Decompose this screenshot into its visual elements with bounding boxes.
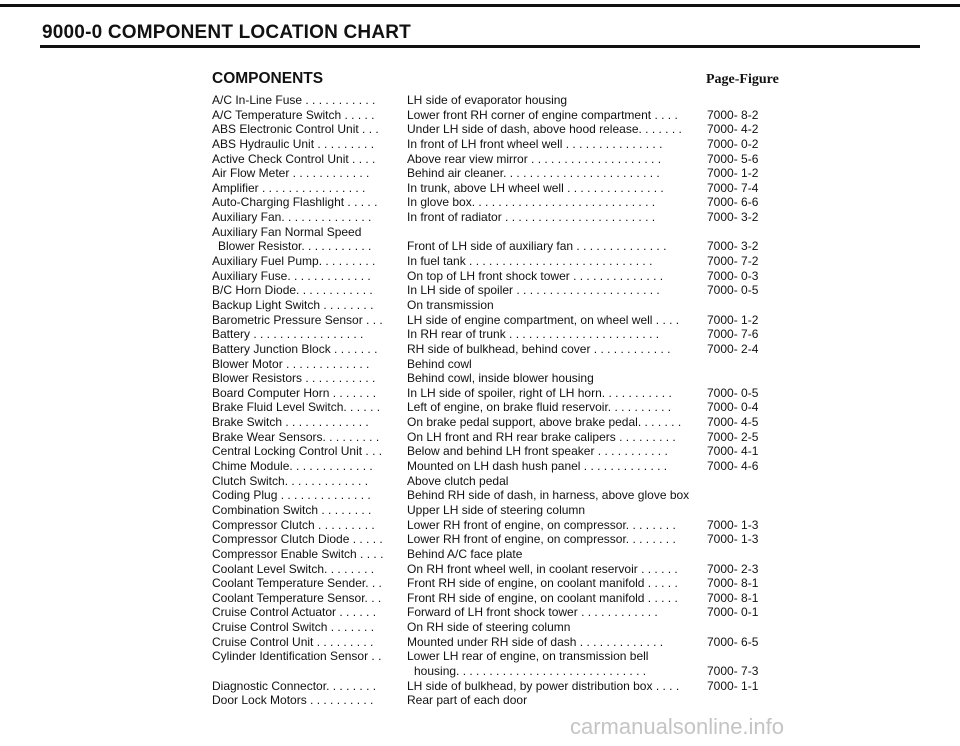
component-name: Auto-Charging Flashlight . . . . . xyxy=(212,195,378,210)
component-name: Brake Switch . . . . . . . . . . . . . xyxy=(212,415,369,430)
component-name: ABS Electronic Control Unit . . . xyxy=(212,122,379,137)
component-name: Barometric Pressure Sensor . . . xyxy=(212,312,383,327)
component-location: In LH side of spoiler, right of LH horn. . . . . . . . . . . xyxy=(407,385,672,400)
component-name: Door Lock Motors . . . . . . . . . . xyxy=(212,693,374,708)
page-title: 9000-0 COMPONENT LOCATION CHART xyxy=(42,22,411,43)
component-name: Cruise Control Unit . . . . . . . . . xyxy=(212,634,374,649)
page-figure-ref: 7000- 1-2 xyxy=(707,312,759,327)
table-row xyxy=(0,459,960,474)
page-figure-ref: 7000- 0-3 xyxy=(707,268,759,283)
table-row xyxy=(0,298,960,313)
page-figure-ref: 7000- 8-1 xyxy=(707,590,759,605)
table-row xyxy=(0,269,960,284)
component-name: Cruise Control Switch . . . . . . . xyxy=(212,620,375,635)
table-row xyxy=(0,342,960,357)
page-figure-ref: 7000- 8-1 xyxy=(707,576,759,591)
component-location: housing. . . . . . . . . . . . . . . . . . . . . . . . . . . . . xyxy=(414,663,647,678)
component-name: Blower Resistors . . . . . . . . . . . xyxy=(212,371,376,386)
component-name: Air Flow Meter . . . . . . . . . . . . xyxy=(212,166,370,181)
page-figure-ref: 7000- 0-1 xyxy=(707,605,759,620)
component-location: Above clutch pedal xyxy=(407,473,509,488)
component-name: Central Locking Control Unit . . . xyxy=(212,444,383,459)
component-name: Auxiliary Fuel Pump. . . . . . . . . xyxy=(212,254,376,269)
page-figure-ref: 7000- 2-5 xyxy=(707,429,759,444)
component-name: Compressor Enable Switch . . . . xyxy=(212,546,384,561)
component-location: LH side of bulkhead, by power distribution box . . . . xyxy=(407,678,680,693)
table-row xyxy=(0,488,960,503)
component-name: Active Check Control Unit . . . . xyxy=(212,151,376,166)
component-location: Upper LH side of steering column xyxy=(407,502,586,517)
page-figure-ref: 7000- 3-2 xyxy=(707,210,759,225)
component-name: Cylinder Identification Sensor . . xyxy=(212,649,382,664)
table-row xyxy=(0,591,960,606)
component-name: Brake Wear Sensors. . . . . . . . . xyxy=(212,429,380,444)
page-figure-ref: 7000- 1-2 xyxy=(707,166,759,181)
page-figure-ref: 7000- 5-6 xyxy=(707,151,759,166)
component-name: Auxiliary Fuse. . . . . . . . . . . . . xyxy=(212,268,371,283)
table-row xyxy=(0,547,960,562)
top-rule xyxy=(0,4,960,7)
table-row xyxy=(0,357,960,372)
component-name: Brake Fluid Level Switch. . . . . . xyxy=(212,400,381,415)
table-row xyxy=(0,400,960,415)
component-location: In front of radiator . . . . . . . . . . . . . . . . . . . . . . . xyxy=(407,210,656,225)
components-heading: COMPONENTS xyxy=(212,70,324,87)
title-rule xyxy=(40,45,920,48)
table-row xyxy=(0,444,960,459)
component-location: Behind cowl, inside blower housing xyxy=(407,371,594,386)
component-name: Chime Module. . . . . . . . . . . . . xyxy=(212,459,373,474)
component-name: Auxiliary Fan. . . . . . . . . . . . . . xyxy=(212,210,372,225)
page-figure-ref: 7000- 0-5 xyxy=(707,385,759,400)
component-name: Clutch Switch. . . . . . . . . . . . . xyxy=(212,473,369,488)
table-row xyxy=(0,181,960,196)
component-location: In RH rear of trunk . . . . . . . . . . . . . . . . . . . . . . . xyxy=(407,327,660,342)
component-name: Coolant Temperature Sender. . . xyxy=(212,576,382,591)
table-row xyxy=(0,108,960,123)
component-location: Lower RH front of engine, on compressor. . . . . . . . xyxy=(407,532,676,547)
table-row xyxy=(0,313,960,328)
component-location: Behind cowl xyxy=(407,356,472,371)
component-name: Battery . . . . . . . . . . . . . . . . . xyxy=(212,327,364,342)
component-location: LH side of evaporator housing xyxy=(407,93,568,107)
component-location: Rear part of each door xyxy=(407,693,528,708)
page-figure-ref: 7000- 7-6 xyxy=(707,327,759,342)
component-name: Combination Switch . . . . . . . . xyxy=(212,502,372,517)
table-row xyxy=(0,195,960,210)
table-row xyxy=(0,430,960,445)
page-figure-ref: 7000- 0-4 xyxy=(707,400,759,415)
component-name: Board Computer Horn . . . . . . . xyxy=(212,385,377,400)
page-figure-ref: 7000- 3-2 xyxy=(707,239,759,254)
component-name: A/C Temperature Switch . . . . . xyxy=(212,107,375,122)
page-figure-ref: 7000- 1-1 xyxy=(707,678,759,693)
component-location: In trunk, above LH wheel well . . . . . . . . . . . . . . . xyxy=(407,180,664,195)
table-row xyxy=(0,664,960,679)
table-row xyxy=(0,137,960,152)
page-figure-ref: 7000- 7-3 xyxy=(707,663,759,678)
table-row xyxy=(0,386,960,401)
component-location: Lower RH front of engine, on compressor. . . . . . . . xyxy=(407,517,676,532)
table-row xyxy=(0,474,960,489)
component-location: On RH front wheel well, in coolant reservoir . . . . . . xyxy=(407,561,678,576)
component-location: On RH side of steering column xyxy=(407,620,571,635)
component-location: Below and behind LH front speaker . . . . . . . . . . . xyxy=(407,444,668,459)
table-row xyxy=(0,210,960,225)
component-name: B/C Horn Diode. . . . . . . . . . . . xyxy=(212,283,373,298)
component-name: Battery Junction Block . . . . . . . xyxy=(212,341,378,356)
page-figure-ref: 7000- 6-6 xyxy=(707,195,759,210)
table-row xyxy=(0,518,960,533)
component-location: Behind A/C face plate xyxy=(407,546,523,561)
table-row xyxy=(0,679,960,694)
component-location: On brake pedal support, above brake pedal. . . . . . . xyxy=(407,415,682,430)
component-name: Blower Motor . . . . . . . . . . . . . xyxy=(212,356,370,371)
component-location: Behind RH side of dash, in harness, above glove box xyxy=(407,488,690,503)
page-figure-ref: 7000- 1-3 xyxy=(707,532,759,547)
component-name: Compressor Clutch Diode . . . . . xyxy=(212,532,383,547)
table-row xyxy=(0,254,960,269)
watermark: carmanualsonline.info xyxy=(570,714,785,739)
component-name: A/C In-Line Fuse . . . . . . . . . . . xyxy=(212,93,376,107)
table-row xyxy=(0,503,960,518)
table-row xyxy=(0,122,960,137)
table-row xyxy=(0,415,960,430)
table-row xyxy=(0,605,960,620)
table-row xyxy=(0,635,960,650)
component-location: On top of LH front shock tower . . . . . . . . . . . . . . xyxy=(407,268,664,283)
component-name: Backup Light Switch . . . . . . . . xyxy=(212,297,374,312)
page-figure-ref: 7000- 0-2 xyxy=(707,136,759,151)
component-location: Under LH side of dash, above hood release. . . . . . . xyxy=(407,122,682,137)
table-row xyxy=(0,649,960,664)
table-row xyxy=(0,152,960,167)
component-location: Front RH side of engine, on coolant manifold . . . . . xyxy=(407,590,678,605)
table-row xyxy=(0,93,960,108)
page-figure-ref: 7000- 4-2 xyxy=(707,122,759,137)
table-row xyxy=(0,225,960,240)
component-location: Above rear view mirror . . . . . . . . . . . . . . . . . . . . xyxy=(407,151,662,166)
component-location: RH side of bulkhead, behind cover . . . . . . . . . . . . xyxy=(407,341,671,356)
component-location: In LH side of spoiler . . . . . . . . . . . . . . . . . . . . . . xyxy=(407,283,660,298)
page-figure-ref: 7000- 6-5 xyxy=(707,634,759,649)
page-figure-ref: 7000- 8-2 xyxy=(707,107,759,122)
page-figure-ref: 7000- 2-4 xyxy=(707,341,759,356)
table-row xyxy=(0,576,960,591)
table-row xyxy=(0,532,960,547)
component-location: On transmission xyxy=(407,297,494,312)
component-name: Coolant Level Switch. . . . . . . . xyxy=(212,561,375,576)
table-row xyxy=(0,371,960,386)
component-location: In fuel tank . . . . . . . . . . . . . . . . . . . . . . . . . . . . xyxy=(407,254,653,269)
page-figure-ref: 7000- 7-2 xyxy=(707,254,759,269)
component-location: In glove box. . . . . . . . . . . . . . . . . . . . . . . . . . . . xyxy=(407,195,656,210)
page-figure-ref: 7000- 1-3 xyxy=(707,517,759,532)
page-figure-heading: Page-Figure xyxy=(706,72,779,87)
component-name: Amplifier . . . . . . . . . . . . . . . . xyxy=(212,180,366,195)
table-row xyxy=(0,166,960,181)
page-figure-ref: 7000- 4-1 xyxy=(707,444,759,459)
component-location: Forward of LH front shock tower . . . . . . . . . . . . xyxy=(407,605,658,620)
component-location: Mounted under RH side of dash . . . . . . . . . . . . . xyxy=(407,634,664,649)
page-figure-ref: 7000- 4-5 xyxy=(707,415,759,430)
component-name: Coding Plug . . . . . . . . . . . . . . xyxy=(212,488,371,503)
page-figure-ref: 7000- 0-5 xyxy=(707,283,759,298)
component-location: LH side of engine compartment, on wheel well . . . . xyxy=(407,312,680,327)
component-table xyxy=(0,93,960,708)
component-location: Front of LH side of auxiliary fan . . . . . . . . . . . . . . xyxy=(407,239,667,254)
table-row xyxy=(0,327,960,342)
table-row xyxy=(0,239,960,254)
component-location: On LH front and RH rear brake calipers . . . . . . . . . xyxy=(407,429,676,444)
table-row xyxy=(0,620,960,635)
component-location: Behind air cleaner. . . . . . . . . . . . . . . . . . . . . . . . xyxy=(407,166,660,181)
table-row xyxy=(0,283,960,298)
component-name: Diagnostic Connector. . . . . . . . xyxy=(212,678,377,693)
component-name: Compressor Clutch . . . . . . . . . xyxy=(212,517,375,532)
component-name: Coolant Temperature Sensor. . . xyxy=(212,590,382,605)
page-figure-ref: 7000- 2-3 xyxy=(707,561,759,576)
component-name: Blower Resistor. . . . . . . . . . . xyxy=(218,239,372,254)
component-name: Cruise Control Actuator . . . . . . xyxy=(212,605,377,620)
page-figure-ref: 7000- 4-6 xyxy=(707,459,759,474)
component-location: Mounted on LH dash hush panel . . . . . . . . . . . . . xyxy=(407,459,668,474)
component-location: Front RH side of engine, on coolant manifold . . . . . xyxy=(407,576,678,591)
component-name: ABS Hydraulic Unit . . . . . . . . . xyxy=(212,136,375,151)
component-location: Left of engine, on brake fluid reservoir. . . . . . . . . . xyxy=(407,400,672,415)
component-location: In front of LH front wheel well . . . . . . . . . . . . . . . xyxy=(407,136,663,151)
page-figure-ref: 7000- 7-4 xyxy=(707,180,759,195)
component-name: Auxiliary Fan Normal Speed xyxy=(212,224,362,239)
component-location: Lower front RH corner of engine compartment . . . . xyxy=(407,107,678,122)
component-location: Lower LH rear of engine, on transmission bell xyxy=(407,649,649,664)
table-row xyxy=(0,693,960,708)
table-row xyxy=(0,562,960,577)
